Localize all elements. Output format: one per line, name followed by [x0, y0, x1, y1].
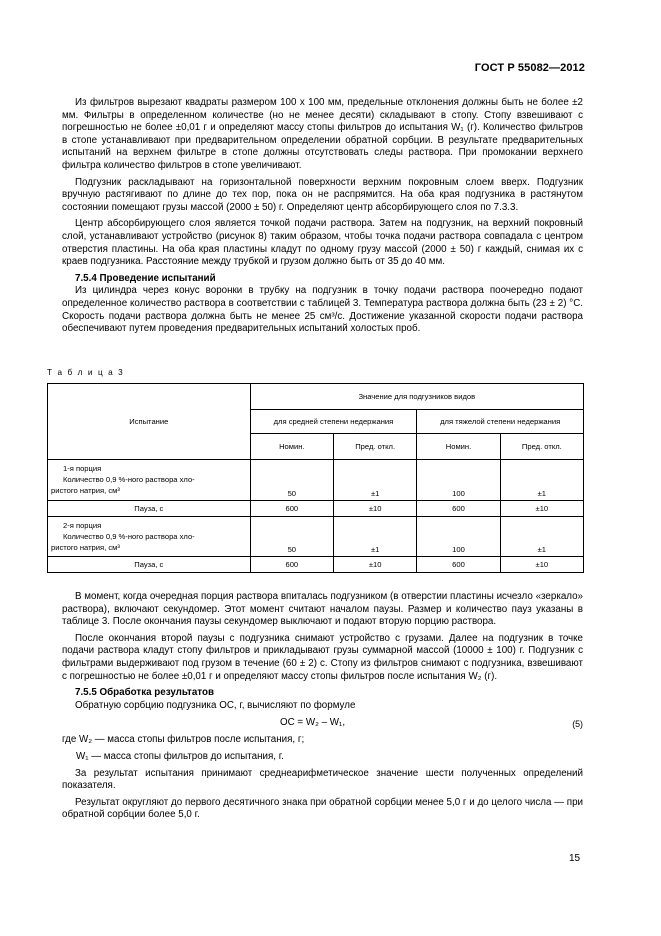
formula-intro: Обратную сорбцию подгузника ОС, г, вычисляют по формуле — [75, 699, 356, 711]
table-row — [48, 557, 584, 573]
cell-value: 100 — [417, 517, 500, 557]
main-text-bottom — [62, 591, 583, 826]
table-row — [48, 517, 584, 557]
formula: ОС = W₂ – W₁, — [280, 717, 346, 729]
header-test: Испытание — [48, 384, 251, 460]
row-label-line: ристого натрия, см³ — [51, 543, 120, 552]
table-row — [48, 460, 584, 501]
cell-value: 600 — [250, 501, 333, 517]
header-dev-heavy: Пред. откл. — [500, 434, 583, 460]
cell-value: ±1 — [334, 517, 417, 557]
row-label — [48, 460, 251, 501]
results-table — [47, 383, 584, 573]
page-number: 15 — [569, 853, 581, 864]
header-heavy: для тяжелой степени недержания — [417, 410, 584, 434]
cell-value: 100 — [417, 460, 500, 501]
where-line-2: W₁ — масса стопы фильтров до испытания, г. — [76, 750, 284, 762]
cell-value: ±10 — [500, 557, 583, 573]
cell-value: 50 — [250, 517, 333, 557]
row-label-line: 1-я порция — [63, 464, 102, 473]
cell-value: 600 — [250, 557, 333, 573]
header-nom-heavy: Номин. — [417, 434, 500, 460]
row-label-line: Количество 0,9 %-ного раствора хло- — [63, 475, 195, 484]
header-nom-medium: Номин. — [250, 434, 333, 460]
cell-value: ±10 — [500, 501, 583, 517]
row-label: Пауза, с — [48, 557, 251, 573]
paragraph-pause: В момент, когда очередная порция раствора впиталась подгузником (в отверстии пластины исчезло «зеркало» раствора), включают секундомер. Этот момент считают началом паузы. Размер и количество пауз указаны в таблице 3. После окончания паузы секундомер выключают и подают вторую порцию раствора. — [62, 591, 583, 628]
document-header: ГОСТ Р 55082—2012 — [474, 62, 585, 74]
main-text-top — [62, 97, 583, 340]
paragraph-testing: Из цилиндра через конус воронки в трубку на подгузник в точку подачи раствора поочередно подают определенное количество раствора в соответствии с таблицей 3. Температура раствора должна быть (23 ± 2) °С. Скорость подачи раствора должна быть не менее 25 см³/с. Достижение указанной скорости подачи раствора обеспечивают путем проведения предварительных испытаний холостых проб. — [62, 285, 583, 335]
row-label: Пауза, с — [48, 501, 251, 517]
formula-line — [62, 716, 583, 732]
cell-value: ±10 — [334, 501, 417, 517]
paragraph-rounding: Результат округляют до первого десятичного знака при обратной сорбции менее 5,0 г и до целого числа — при обратной сорбции более 5,0 г. — [62, 796, 583, 821]
row-label-line: Количество 0,9 %-ного раствора хло- — [63, 532, 195, 541]
section-heading-754: 7.5.4 Проведение испытаний — [75, 272, 216, 284]
cell-value: ±1 — [334, 460, 417, 501]
cell-value: ±10 — [334, 557, 417, 573]
paragraph-filters: Из фильтров вырезают квадраты размером 100 x 100 мм, предельные отклонения должны быть не более ±2 мм. Фильтры в определенном количестве (но не менее десяти) складывают в стопу. Стопу взвешивают с погрешностью не более ±0,01 г и определяют массу стопы фильтров до испытания W₁ (г). Количество фильтров в стопе устанавливают при предварительном определении обратной сорбции. В результате предварительных испытаний на верхнем фильтре в стопе должны отсутствовать следы раствора. При промокании верхнего фильтра количество фильтров в стопе увеличивают. — [62, 97, 583, 171]
header-dev-medium: Пред. откл. — [334, 434, 417, 460]
equation-number: (5) — [572, 719, 583, 730]
where-line-1: где W₂ — масса стопы фильтров после испытания, г; — [62, 734, 305, 746]
paragraph-absorbent-center: Центр абсорбирующего слоя является точкой подачи раствора. Затем на подгузник, на верхний покровный слой, устанавливают устройство (рисунок 8) таким образом, чтобы точка подачи раствора совпадала с центром отверстия пластины. На оба края пластины кладут по одному грузу массой (2000 ± 50) г каждый, снимая их с краев подгузника. Расстояние между трубкой и грузом должно быть от 35 до 40 мм. — [62, 218, 583, 268]
paragraph-after-pause: После окончания второй паузы с подгузника снимают устройство с грузами. Далее на подгузник в точке подачи раствора кладут стопу фильтров и прикладывают грузы суммарной массой (10000 ± 100) г. Подгузник с фильтрами выдерживают под грузом в течение (60 ± 2) с. Стопу из фильтров снимают с подгузника, взвешивают с погрешностью не более ±0,01 г и определяют массу стопы фильтров после испытания W₂ (г). — [62, 632, 583, 682]
cell-value: ±1 — [500, 460, 583, 501]
cell-value: ±1 — [500, 517, 583, 557]
header-values-group: Значение для подгузников видов — [250, 384, 583, 410]
paragraph-result: За результат испытания принимают среднеарифметическое значение шести полученных определений показателя. — [62, 767, 583, 792]
row-label — [48, 517, 251, 557]
header-medium: для средней степени недержания — [250, 410, 417, 434]
paragraph-diaper-layout: Подгузник раскладывают на горизонтальной поверхности верхним покровным слоем вверх. Подгузник вручную растягивают по длине до тех пор, пока он не распрямится. На оба края подгузника в растянутом состоянии помещают грузы массой (2000 ± 50) г. Определяют центр абсорбирующего слоя по 7.3.3. — [62, 176, 583, 213]
cell-value: 600 — [417, 501, 500, 517]
table-caption: Т а б л и ц а 3 — [47, 368, 125, 377]
row-label-line: 2-я порция — [63, 521, 102, 530]
section-heading-755: 7.5.5 Обработка результатов — [75, 687, 214, 699]
cell-value: 600 — [417, 557, 500, 573]
table-row — [48, 501, 584, 517]
cell-value: 50 — [250, 460, 333, 501]
row-label-line: ристого натрия, см³ — [51, 486, 120, 495]
